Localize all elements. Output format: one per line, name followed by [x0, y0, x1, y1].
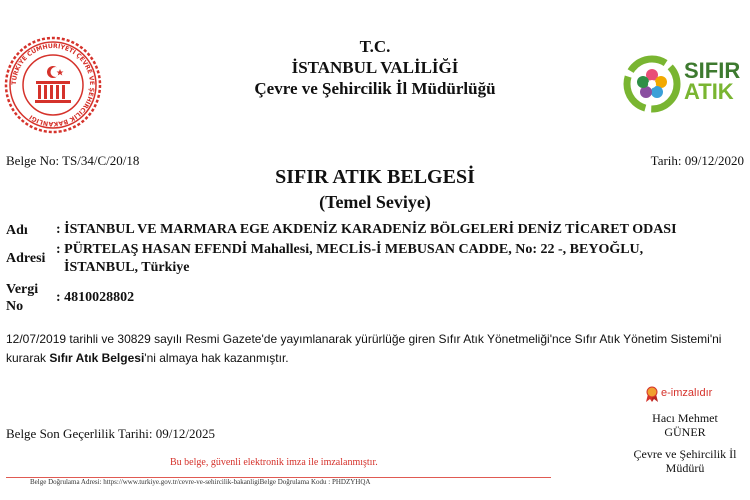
seal-ring-text: TÜRKİYE CUMHURİYETİ ÇEVRE VE ŞEHİRCİLİK BAKANLIĞI [10, 42, 96, 128]
name-value: : İSTANBUL VE MARMARA EGE AKDENİZ KARADENİZ BÖLGELERİ DENİZ TİCARET ODASI [56, 222, 677, 237]
certificate-statement [6, 330, 741, 368]
signer-title-line-2: Müdürü [665, 461, 705, 475]
address-line-1: : PÜRTELAŞ HASAN EFENDİ Mahallesi, MECLİS-İ MEBUSAN CADDE, No: 22 -, BEYOĞLU, [56, 242, 644, 257]
signer-block [610, 411, 750, 475]
tax-number-value: : 4810028802 [56, 290, 135, 305]
statement-bold: Sıfır Atık Belgesi [49, 351, 145, 365]
header-line-tc: T.C. [359, 37, 391, 56]
header-line-valilik: İSTANBUL VALİLİĞİ [291, 58, 459, 77]
issuer-header [190, 36, 560, 99]
sifir-atik-logo [622, 54, 750, 114]
e-signature-badge [645, 386, 735, 402]
statement-part-1: 12/07/2019 tarihli ve 30829 sayılı Resmi Gazete'de yayımlanarak yürürlüğe giren Sıfır Atık Yönetmeliği'nce Sıfır Atık Yönetim Sistemi'ni kurarak [6, 332, 722, 365]
address-label: Adresi [6, 251, 46, 266]
sifir-atik-emblem-icon [622, 54, 682, 114]
document-number: Belge No: TS/34/C/20/18 [6, 153, 140, 168]
tax-label-line-2: No [6, 299, 24, 314]
e-signature-label: e-imzalıdır [661, 387, 713, 399]
signer-name-line-1: Hacı Mehmet [652, 411, 718, 425]
document-date: Tarih: 09/12/2020 [650, 153, 744, 168]
address-line-2: İSTANBUL, Türkiye [64, 260, 190, 275]
certificate-title: SIFIR ATIK BELGESİ [275, 166, 475, 188]
verification-address: Belge Doğrulama Adresi: https://www.turkiye.gov.tr/cevre-ve-sehircilik-bakanligiBelge Doğrulama Kodu : PHDZYHQA [30, 478, 371, 486]
ribbon-icon [645, 386, 659, 402]
logo-word-sifir: SIFIR [684, 58, 741, 83]
signer-name-line-2: GÜNER [664, 425, 706, 439]
ministry-seal [4, 36, 102, 134]
logo-word-atik: ATIK [684, 79, 734, 104]
statement-part-2: 'ni almaya hak kazanmıştır. [144, 351, 289, 365]
certificate-subtitle: (Temel Seviye) [319, 192, 431, 212]
tax-label-line-1: Vergi [6, 282, 39, 297]
header-line-mudurluk: Çevre ve Şehircilik İl Müdürlüğü [254, 79, 496, 98]
signer-title-line-1: Çevre ve Şehircilik İl [633, 447, 737, 461]
e-signature-note: Bu belge, güvenli elektronik imza ile imzalanmıştır. [170, 457, 378, 468]
name-label: Adı [6, 223, 28, 238]
validity-date: Belge Son Geçerlilik Tarihi: 09/12/2025 [6, 426, 215, 441]
